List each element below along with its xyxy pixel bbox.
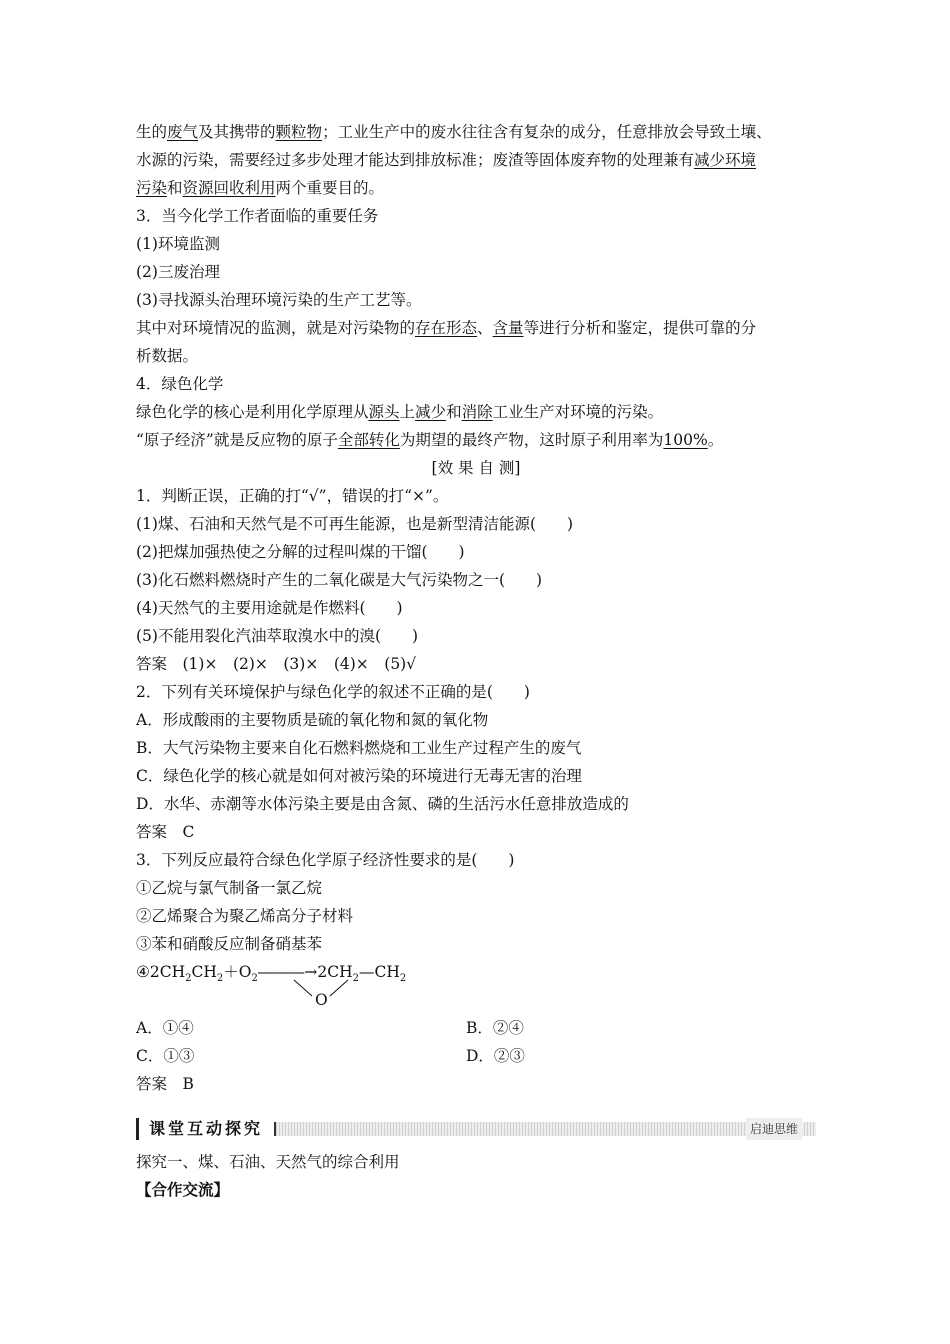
question-item: ①乙烷与氯气制备一氯乙烷: [136, 879, 323, 897]
question-title: 2．下列有关环境保护与绿色化学的叙述不正确的是( ): [136, 683, 530, 701]
text: CH: [191, 963, 217, 981]
text: 和: [446, 403, 462, 421]
section-banner: [136, 1114, 816, 1148]
text: 其中对环境情况的监测，就是对污染物的: [136, 319, 416, 337]
subscript: 2: [216, 973, 224, 985]
text: ＋O: [223, 963, 252, 981]
list-item: (1)环境监测: [136, 235, 220, 253]
answer-blank: 全部转化: [337, 431, 400, 449]
answer-blank: 减少环境: [694, 151, 757, 169]
text: 、: [477, 319, 493, 337]
text: —CH: [359, 963, 400, 981]
answer: 答案 C: [136, 823, 195, 841]
paragraph-line: [136, 314, 816, 342]
text: 上: [399, 403, 416, 421]
cooperation-heading: 【合作交流】: [136, 1180, 230, 1199]
answer-blank: 含量: [492, 319, 524, 337]
question-item: (3)化石燃料燃烧时产生的二氧化碳是大气污染物之一( ): [136, 571, 543, 589]
paragraph-line: [136, 174, 816, 202]
question-item: (2)把煤加强热使之分解的过程叫煤的干馏( ): [136, 543, 465, 561]
subscript: 2: [185, 973, 192, 985]
reaction-arrow: ―――→: [257, 963, 318, 981]
answer: 答案 B: [136, 1075, 194, 1093]
answer-blank: 污染: [136, 179, 168, 197]
question-item: (4)天然气的主要用途就是作燃料( ): [136, 599, 403, 617]
option: A．形成酸雨的主要物质是硫的氧化物和氮的氧化物: [136, 711, 489, 729]
option: B．大气污染物主要来自化石燃料燃烧和工业生产过程产生的废气: [136, 739, 582, 757]
subscript: 2: [352, 973, 359, 985]
option-a: A．①④: [136, 1019, 194, 1037]
option-d: D．②③: [466, 1047, 525, 1065]
answer-blank: 源头: [368, 403, 400, 421]
list-item: (3)寻找源头治理环境污染的生产工艺等。: [136, 291, 422, 309]
option: C．绿色化学的核心就是如何对被污染的环境进行无毒无害的治理: [136, 767, 582, 785]
text: ；工业生产中的废水往往含有复杂的成分，任意排放会导致土壤、: [322, 123, 772, 141]
text: 工业生产对环境的污染。: [492, 403, 664, 421]
paragraph-line: [136, 118, 816, 146]
option-row: [136, 1014, 816, 1042]
answer-blank: 减少: [415, 403, 447, 421]
text: 两个重要目的。: [275, 179, 385, 197]
subscript: 2: [399, 973, 407, 985]
text: 为期望的最终产物，这时原子利用率为: [399, 431, 664, 449]
question-title: 3．下列反应最符合绿色化学原子经济性要求的是( ): [136, 851, 515, 869]
text: 。: [707, 431, 724, 449]
banner-bar: [274, 1122, 816, 1136]
answer-blank: 存在形态: [415, 319, 478, 337]
paragraph-line: [136, 146, 816, 174]
subscript: 2: [251, 973, 258, 985]
text: 等进行分析和鉴定，提供可靠的分: [523, 319, 757, 337]
text: 生的: [136, 123, 168, 141]
effect-test-heading: [效 果 自 测]: [431, 459, 521, 477]
question-item: (1)煤、石油和天然气是不可再生能源，也是新型清洁能源( ): [136, 515, 574, 533]
list-item: (2)三废治理: [136, 263, 220, 281]
section-title: 3．当今化学工作者面临的重要任务: [136, 207, 379, 225]
explore-title: 探究一、煤、石油、天然气的综合利用: [136, 1153, 400, 1171]
document-page: [136, 118, 816, 1204]
text: 绿色化学的核心是利用化学原理从: [136, 403, 369, 421]
banner-tag: 启迪思维: [746, 1118, 802, 1140]
bond-line: [330, 980, 348, 996]
answer-blank: 颗粒物: [275, 123, 323, 141]
question-item: ②乙烯聚合为聚乙烯高分子材料: [136, 907, 354, 925]
paragraph-line: [136, 398, 816, 426]
answer-blank: 100%: [663, 431, 708, 449]
option-row: [136, 1042, 816, 1070]
section-title: 4．绿色化学: [136, 375, 224, 393]
option-b: B．②④: [466, 1019, 524, 1037]
text: 水源的污染，需要经过多步处理才能达到排放标准；废渣等固体废弃物的处理兼有: [136, 151, 695, 169]
bond-line: [294, 980, 312, 996]
text: “原子经济”就是反应物的原子: [136, 431, 338, 449]
question-title: 1．判断正误，正确的打“√”，错误的打“×”。: [136, 487, 449, 505]
option-c: C．①③: [136, 1047, 195, 1065]
text: ④2CH: [136, 963, 186, 981]
paragraph-line: [136, 426, 816, 454]
answer-blank: 废气: [167, 123, 199, 141]
question-item: (5)不能用裂化汽油萃取溴水中的溴( ): [136, 627, 419, 645]
banner-title: 课堂互动探究: [136, 1118, 263, 1140]
question-item: ③苯和硝酸反应制备硝基苯: [136, 935, 323, 953]
paragraph-line: 析数据。: [136, 347, 199, 365]
text: 2CH: [317, 963, 353, 981]
answer-blank: 消除: [461, 403, 493, 421]
text: 及其携带的: [198, 123, 276, 141]
answer-blank: 资源回收利用: [182, 179, 276, 197]
chemical-equation: [136, 958, 816, 1014]
oxygen-atom: O: [315, 991, 328, 1009]
text: 和: [167, 179, 183, 197]
epoxide-ring-bonds: [136, 958, 816, 1014]
answer: 答案 (1)× (2)× (3)× (4)× (5)√: [136, 655, 417, 673]
option: D．水华、赤潮等水体污染主要是由含氮、磷的生活污水任意排放造成的: [136, 795, 629, 813]
